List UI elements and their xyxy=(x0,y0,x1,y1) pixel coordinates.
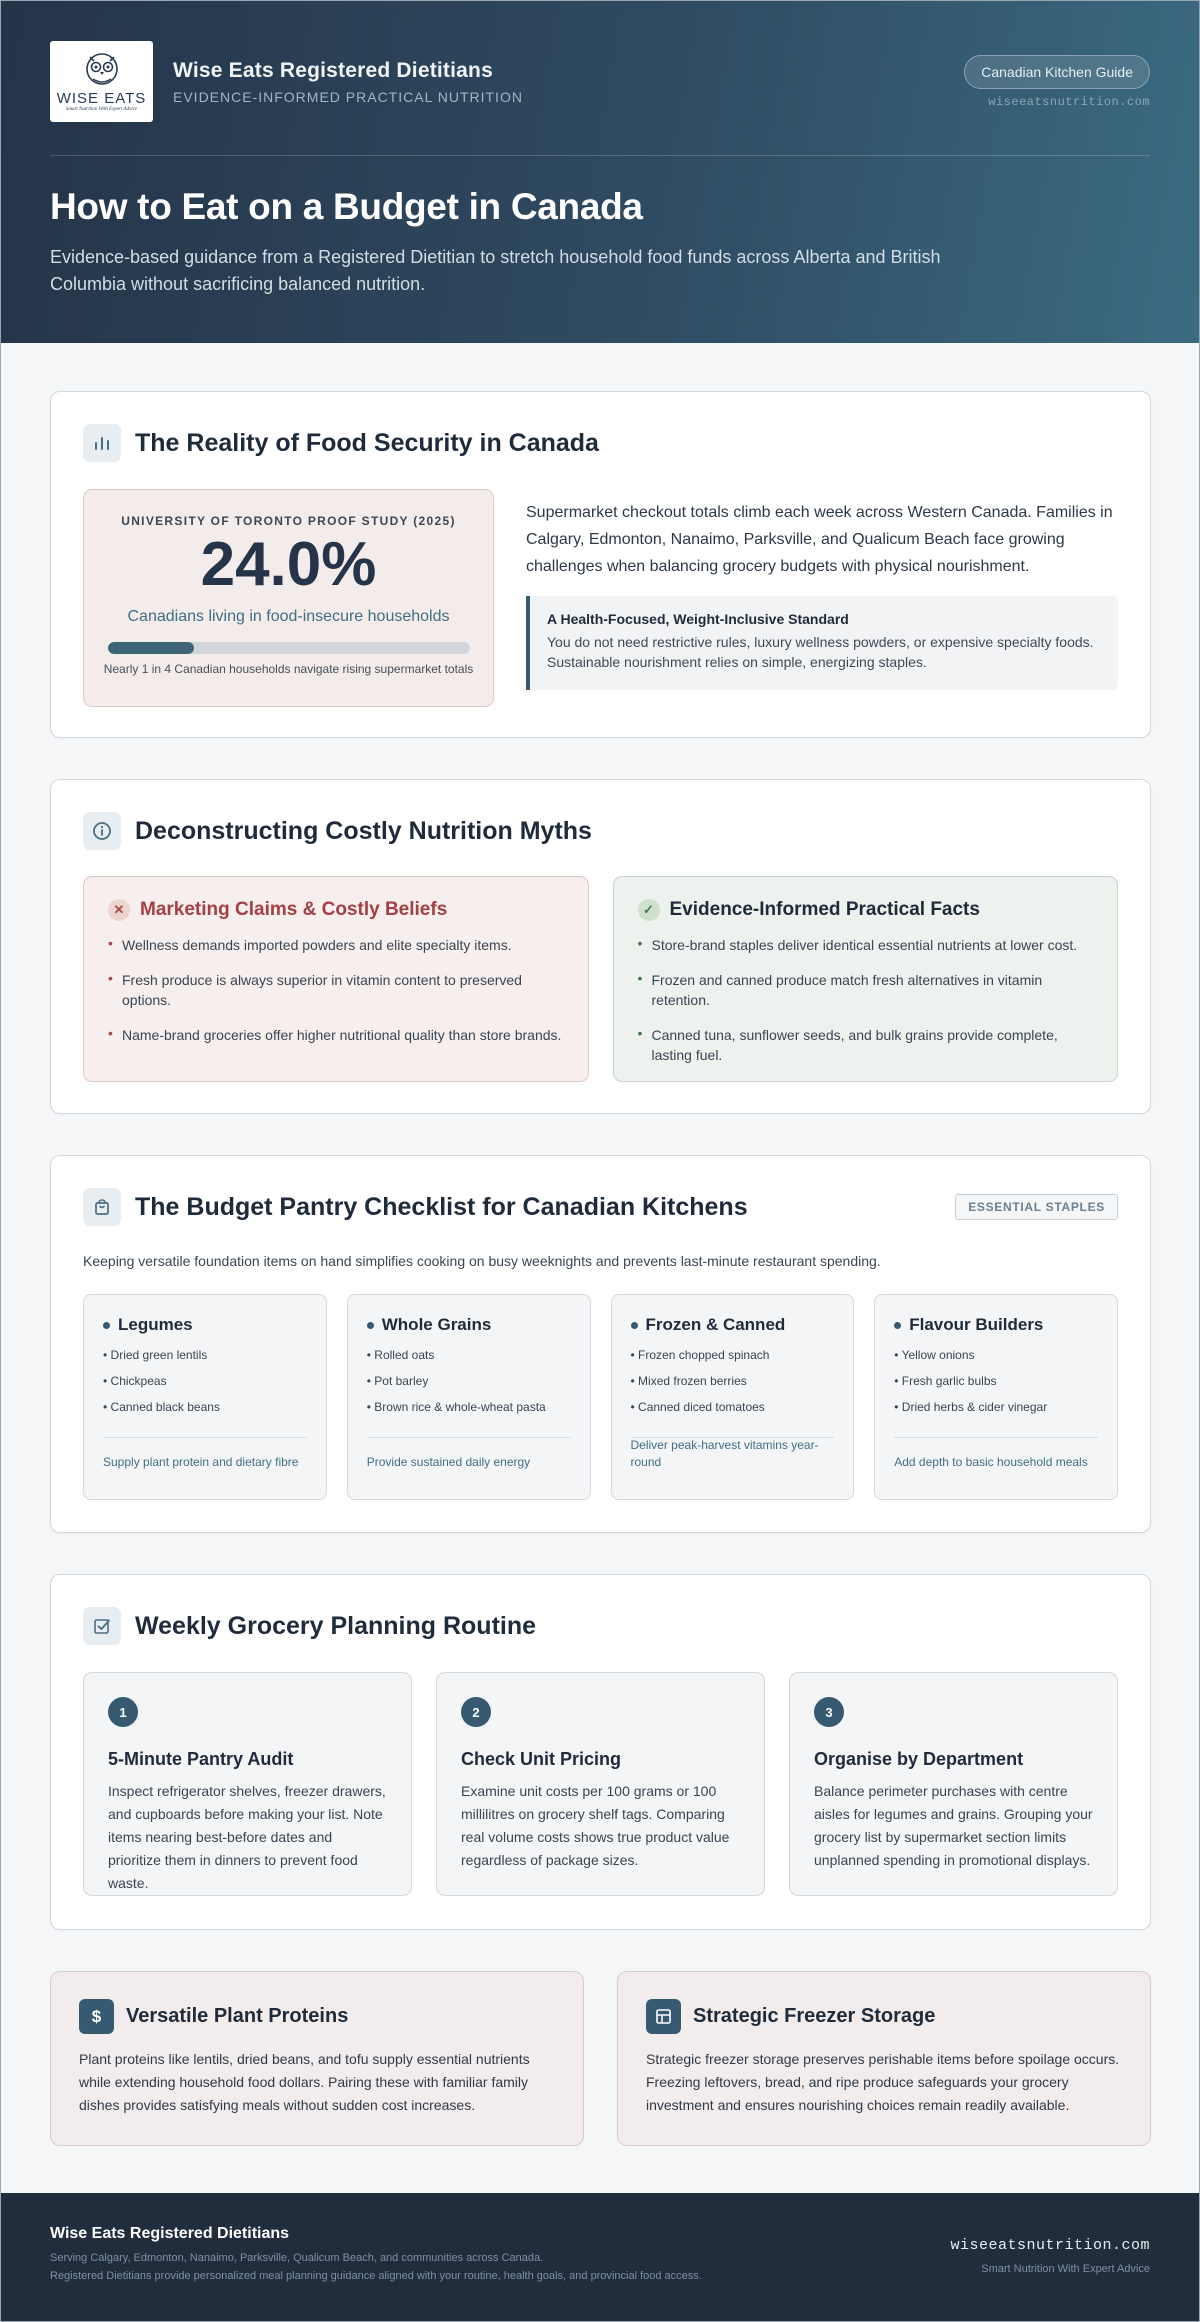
bullet-dot-icon xyxy=(103,1322,110,1329)
tile-text: Strategic freezer storage preserves perishable items before spoilage occurs. Freezing leftovers, bread, and ripe produce safeguards your grocery investment and ensures nourishing choices remain readily available. xyxy=(646,2051,1120,2113)
step-text: Inspect refrigerator shelves, freezer drawers, and cupboards before making your list. Note items nearing best-before dates and prioritize them in dinners to prevent food waste. xyxy=(108,1783,386,1891)
bullet-dot-icon xyxy=(367,1322,374,1329)
section-title: The Budget Pantry Checklist for Canadian Kitchens xyxy=(135,1192,748,1221)
facts-card xyxy=(613,876,1119,1082)
myths-card xyxy=(83,876,589,1082)
page-description: Evidence-based guidance from a Registered Dietitian to stretch household food funds across Alberta and British Columbia without sacrificing balanced nutrition. xyxy=(50,247,941,294)
freezer-storage-tile xyxy=(617,1971,1151,2146)
section-title: The Reality of Food Security in Canada xyxy=(135,428,599,457)
page-footer xyxy=(1,2193,1199,2322)
list-item: • Frozen chopped spinach xyxy=(630,1348,770,1362)
myths-card-title: Marketing Claims & Costly Beliefs xyxy=(140,899,448,920)
pantry-column-legumes xyxy=(83,1294,327,1500)
pantry-column-whole-grains xyxy=(347,1294,591,1500)
logo[interactable] xyxy=(50,41,153,122)
freezer-icon xyxy=(646,1999,681,2034)
pantry-column-title: Frozen & Canned xyxy=(645,1315,786,1334)
brand xyxy=(50,41,523,122)
step-title: Check Unit Pricing xyxy=(461,1749,622,1769)
tile-text: Plant proteins like lentils, dried beans, and tofu supply essential nutrients while extending household food dollars. Pairing these with familiar family dishes provides satisfying meals without sudden cost increases. xyxy=(79,2051,530,2113)
list-item: • Dried herbs & cider vinegar xyxy=(894,1400,1048,1414)
pantry-column-benefit: Provide sustained daily energy xyxy=(366,1455,531,1469)
section-intro: Keeping versatile foundation items on hand simplifies cooking on busy weeknights and prevents last-minute restaurant spending. xyxy=(83,1253,881,1269)
list-item: • Store-brand staples deliver identical essential nutrients at lower cost. xyxy=(638,935,1094,955)
hero-header xyxy=(1,1,1199,343)
list-item: • Wellness demands imported powders and elite specialty items. xyxy=(108,935,564,955)
footer-site-url[interactable]: wiseeatsnutrition.com xyxy=(950,2237,1150,2254)
progress-bar xyxy=(108,642,470,654)
dollar-icon: $ xyxy=(79,1999,114,2034)
routine-section xyxy=(50,1574,1151,1930)
pantry-section xyxy=(50,1155,1151,1533)
stat-value: 24.0% xyxy=(200,530,377,599)
step-number: 1 xyxy=(108,1697,138,1727)
list-item: • Fresh produce is always superior in vitamin content to preserved options. xyxy=(108,970,564,1010)
stat-note: Nearly 1 in 4 Canadian households navigate rising supermarket totals xyxy=(103,662,474,676)
checkbox-icon xyxy=(83,1607,121,1645)
brand-subtitle: EVIDENCE-INFORMED PRACTICAL NUTRITION xyxy=(173,88,523,105)
facts-card-title: Evidence-Informed Practical Facts xyxy=(669,899,980,920)
intro-paragraph: Supermarket checkout totals climb each week across Western Canada. Families in Calgary, Edmonton, Nanaimo, Parksville, and Qualicum Beach face growing challenges when balancing grocery budgets with physical nourishment. xyxy=(526,504,1113,575)
plant-proteins-tile xyxy=(50,1971,584,2146)
stat-source: UNIVERSITY OF TORONTO PROOF STUDY (2025) xyxy=(121,514,456,528)
list-item: • Brown rice & whole-wheat pasta xyxy=(366,1400,546,1414)
header-site-url[interactable]: wiseeatsnutrition.com xyxy=(988,95,1150,109)
callout-text: You do not need restrictive rules, luxury wellness powders, or expensive specialty foods. Sustainable nourishment relies on simple, energizing staples. xyxy=(547,634,1094,670)
pantry-column-title: Flavour Builders xyxy=(909,1315,1044,1334)
page-title: How to Eat on a Budget in Canada xyxy=(50,186,643,227)
stat-caption: Canadians living in food-insecure households xyxy=(127,608,450,625)
list-item: • Chickpeas xyxy=(103,1374,167,1388)
list-item: • Frozen and canned produce match fresh alternatives in vitamin retention. xyxy=(638,970,1094,1010)
step-title: 5-Minute Pantry Audit xyxy=(108,1749,294,1769)
step-text: Examine unit costs per 100 grams or 100 millilitres on grocery shelf tags. Comparing real volume costs shows true product value regardless of package sizes. xyxy=(461,1783,730,1868)
bullet-dot-icon xyxy=(894,1322,901,1329)
callout-box xyxy=(526,596,1118,690)
list-item: • Canned tuna, sunflower seeds, and bulk grains provide complete, lasting fuel. xyxy=(638,1025,1094,1065)
list-item: • Dried green lentils xyxy=(103,1348,208,1362)
progress-fill xyxy=(108,642,195,654)
logo-tagline: Smart Nutrition With Expert Advice xyxy=(65,107,138,112)
step-card xyxy=(436,1672,765,1896)
step-title: Organise by Department xyxy=(814,1749,1024,1769)
list-item: • Pot barley xyxy=(366,1374,429,1388)
list-item: • Yellow onions xyxy=(894,1348,975,1362)
footer-tagline: Smart Nutrition With Expert Advice xyxy=(981,2263,1150,2275)
list-item: • Rolled oats xyxy=(366,1348,435,1362)
list-item: • Canned diced tomatoes xyxy=(630,1400,765,1414)
list-item: • Mixed frozen berries xyxy=(630,1374,747,1388)
pantry-column-benefit: Add depth to basic household meals xyxy=(894,1455,1088,1469)
brand-name: Wise Eats Registered Dietitians xyxy=(173,58,493,82)
kitchen-guide-button[interactable]: Canadian Kitchen Guide xyxy=(964,55,1150,89)
pantry-column-frozen-canned xyxy=(611,1294,855,1500)
pantry-column-title: Legumes xyxy=(118,1315,193,1334)
step-number: 2 xyxy=(461,1697,491,1727)
list-item: • Fresh garlic bulbs xyxy=(894,1374,997,1388)
tile-title: Strategic Freezer Storage xyxy=(693,2005,936,2027)
step-card xyxy=(789,1672,1118,1896)
callout-title: A Health-Focused, Weight-Inclusive Standard xyxy=(547,611,849,627)
pantry-column-benefit: Deliver peak-harvest vitamins year-round xyxy=(630,1438,819,1469)
statistic-card xyxy=(83,489,494,707)
step-number: 3 xyxy=(814,1697,844,1727)
footer-brand-name: Wise Eats Registered Dietitians xyxy=(50,2225,290,2242)
tile-title: Versatile Plant Proteins xyxy=(126,2005,349,2027)
x-icon: ✕ xyxy=(108,899,130,921)
shopping-bag-icon xyxy=(83,1188,121,1226)
brand-row xyxy=(50,41,1150,155)
myths-section xyxy=(50,779,1151,1114)
bar-chart-icon xyxy=(83,424,121,462)
bullet-dot-icon xyxy=(631,1322,638,1329)
section-title: Deconstructing Costly Nutrition Myths xyxy=(135,816,592,845)
check-icon: ✓ xyxy=(638,899,660,921)
section-title: Weekly Grocery Planning Routine xyxy=(135,1611,537,1640)
footer-disclaimer: Registered Dietitians provide personalized meal planning guidance aligned with your routine, health goals, and provincial food access. xyxy=(50,2270,702,2282)
footer-service-area: Serving Calgary, Edmonton, Nanaimo, Parksville, Qualicum Beach, and communities across Canada. xyxy=(50,2252,544,2264)
logo-wordmark: WISE EATS xyxy=(56,90,147,107)
info-icon xyxy=(83,812,121,850)
list-item: • Name-brand groceries offer higher nutritional quality than store brands. xyxy=(108,1025,564,1045)
pantry-column-title: Whole Grains xyxy=(381,1315,492,1334)
staples-badge: ESSENTIAL STAPLES xyxy=(955,1194,1118,1220)
step-card xyxy=(83,1672,412,1896)
food-security-section xyxy=(50,391,1151,738)
pantry-column-flavour-builders xyxy=(874,1294,1118,1500)
list-item: • Canned black beans xyxy=(103,1400,220,1414)
hero-divider xyxy=(50,155,1150,156)
pantry-column-benefit: Supply plant protein and dietary fibre xyxy=(103,1455,299,1469)
owl-logo-icon xyxy=(79,51,125,89)
step-text: Balance perimeter purchases with centre aisles for legumes and grains. Grouping your grocery list by supermarket section limits unplanned spending in promotional displays. xyxy=(814,1783,1093,1868)
